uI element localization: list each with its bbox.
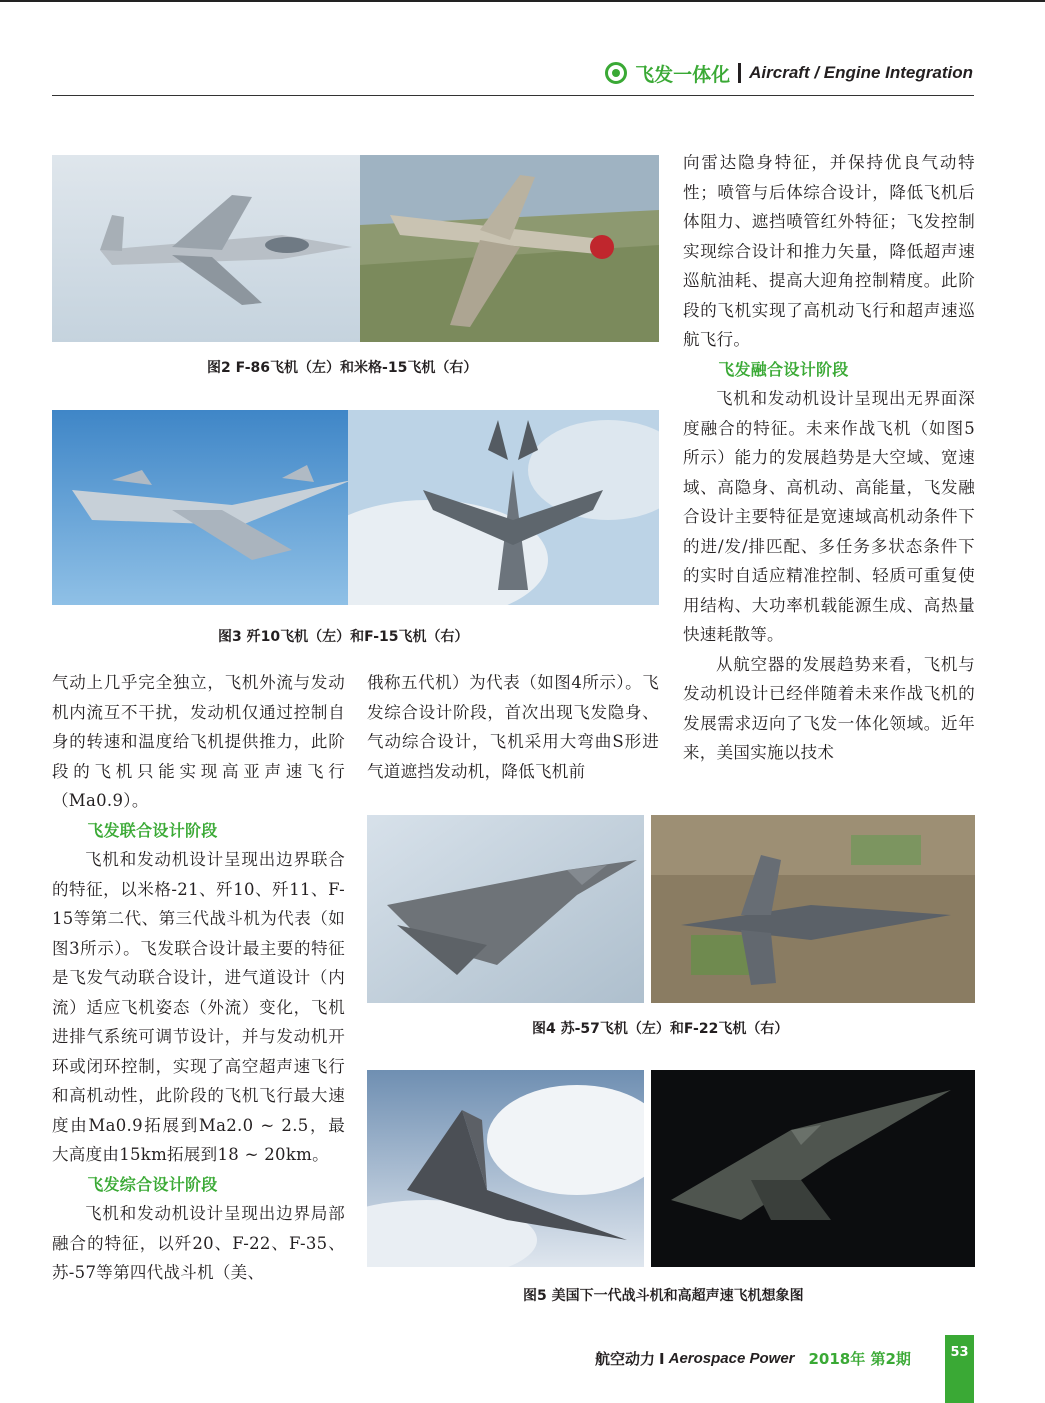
figure4-right-photo <box>651 815 975 1003</box>
figure3-caption: 图3 歼10飞机（左）和F-15飞机（右） <box>218 629 469 645</box>
footer-separator: I <box>659 1349 665 1368</box>
text-column-middle <box>367 668 659 786</box>
figure5-caption: 图5 美国下一代战斗机和高超声速飞机想象图 <box>523 1288 804 1304</box>
figure2-right-photo <box>360 155 659 342</box>
figure3-left-photo <box>52 410 362 605</box>
page-footer <box>595 1348 911 1369</box>
figure2-left-photo <box>52 155 370 342</box>
section-heading: 飞发综合设计阶段 <box>87 1174 218 1194</box>
paragraph: 飞机和发动机设计呈现出边界局部融合的特征，以歼20、F-22、F-35、苏-57等第四代战斗机（美、 <box>52 1204 345 1282</box>
page-number-box <box>945 1335 974 1403</box>
section-heading: 飞发联合设计阶段 <box>87 820 218 840</box>
running-header <box>605 58 973 88</box>
figure5-right-photo <box>651 1070 975 1267</box>
paragraph: 飞机和发动机设计呈现出边界联合的特征，以米格-21、歼10、歼11、F-15等第二代、第三代战斗机为代表（如图3所示）。飞发联合设计最主要的特征是飞发气动联合设计，进气道设计（内流）适应飞机姿态（外流）变化，飞机进排气系统可调节设计，并与发动机开环或闭环控制，实现了高空超声速飞行和高机动性，此阶段的飞机飞行最大速度由Ma0.9拓展到Ma2.0 ~ 2.5，最大高度由15km拓展到18 ~ 20km。 <box>52 850 345 1164</box>
journal-logo-icon <box>605 62 627 84</box>
footer-journal-en: Aerospace Power <box>668 1350 795 1367</box>
footer-issue: 2018年 第2期 <box>808 1350 911 1368</box>
paragraph: 向雷达隐身特征，并保持优良气动特性；喷管与后体综合设计，降低飞机后体阻力、遮挡喷管红外特征；飞发控制实现综合设计和推力矢量，降低超声速巡航油耗、提高大迎角控制精度。此阶段的飞机实现了高机动飞行和超声速巡航飞行。 <box>683 153 975 349</box>
figure2-caption: 图2 F-86飞机（左）和米格-15飞机（右） <box>207 360 478 376</box>
figure5-left-photo <box>367 1070 644 1267</box>
header-rule <box>52 95 974 96</box>
header-title-cn: 飞发一体化 <box>635 63 731 86</box>
paragraph: 俄称五代机）为代表（如图4所示）。飞发综合设计阶段，首次出现飞发隐身、气动综合设计，飞机采用大弯曲S形进气道遮挡发动机，降低飞机前 <box>367 673 659 781</box>
paragraph: 飞机和发动机设计呈现出无界面深度融合的特征。未来作战飞机（如图5所示）能力的发展趋势是大空域、宽速域、高隐身、高机动、高能量，飞发融合设计主要特征是宽速域高机动条件下的进/发/排匹配、多任务多状态条件下的实时自适应精准控制、轻质可重复使用结构、大功率机载能源生成、高热量快速耗散等。 <box>683 389 975 644</box>
text-column-right <box>683 148 975 768</box>
footer-journal-cn: 航空动力 <box>595 1350 656 1368</box>
figure4-left-photo <box>367 815 644 1003</box>
figure4-caption: 图4 苏-57飞机（左）和F-22飞机（右） <box>532 1021 789 1037</box>
section-heading: 飞发融合设计阶段 <box>718 359 849 379</box>
paragraph: 气动上几乎完全独立，飞机外流与发动机内流互不干扰，发动机仅通过控制自身的转速和温度给飞机提供推力，此阶段的飞机只能实现高亚声速飞行（Ma0.9）。 <box>52 673 345 810</box>
text-column-left <box>52 668 345 1288</box>
top-rule <box>0 0 1045 2</box>
paragraph: 从航空器的发展趋势来看，飞机与发动机设计已经伴随着未来作战飞机的发展需求迈向了飞发一体化领域。近年来，美国实施以技术 <box>683 654 975 762</box>
header-title-en: Aircraft / Engine Integration <box>749 63 973 82</box>
page-number: 53 <box>950 1345 969 1360</box>
header-divider <box>738 63 741 83</box>
figure3-right-photo <box>348 410 659 605</box>
